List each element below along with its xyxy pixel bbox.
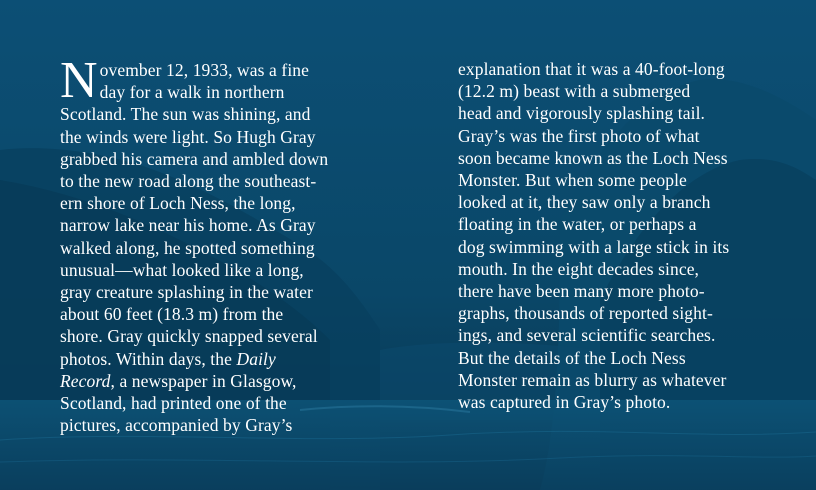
text-line: floating in the water, or perhaps a <box>458 214 697 235</box>
text-line: ings, and several scientific searches. <box>458 325 716 346</box>
text-line: Scotland. The sun was shining, and <box>60 104 311 125</box>
text-line: Monster. But when some people <box>458 170 687 191</box>
text-line: there have been many more photo- <box>458 281 705 302</box>
text-line: about 60 feet (18.3 m) from the <box>60 304 284 325</box>
text-line: graphs, thousands of reported sight- <box>458 303 713 324</box>
text-line: soon became known as the Loch Ness <box>458 147 728 168</box>
text-line: head and vigorously splashing tail. <box>458 103 706 124</box>
text-line: walked along, he spotted something <box>60 237 315 258</box>
newspaper-title-word: Daily <box>236 348 276 369</box>
text-line: was captured in Gray’s photo. <box>458 392 671 413</box>
left-text-column <box>60 52 360 436</box>
text-segment: photos. Within days, the <box>60 348 232 369</box>
text-line: day for a walk in northern <box>99 82 285 103</box>
text-line: Gray’s was the first photo of what <box>458 125 700 146</box>
text-line: shore. Gray quickly snapped several <box>60 326 318 347</box>
text-line: But the details of the Loch Ness <box>458 347 686 368</box>
newspaper-title-word: Record <box>60 370 111 391</box>
drop-cap: N <box>60 52 98 109</box>
text-line: (12.2 m) beast with a submerged <box>458 81 691 102</box>
text-line: ovember 12, 1933, was a fine <box>99 60 309 80</box>
text-line: mouth. In the eight decades since, <box>458 258 700 279</box>
text-line-with-italic <box>60 370 360 392</box>
text-line: Scotland, had printed one of the <box>60 393 287 414</box>
text-line: pictures, accompanied by Gray’s <box>60 415 293 436</box>
text-line: ern shore of Loch Ness, the long, <box>60 193 296 214</box>
text-line: narrow lake near his home. As Gray <box>60 215 316 236</box>
text-line-with-italic <box>60 348 360 370</box>
text-segment: , a newspaper in Glasgow, <box>110 370 297 391</box>
text-line: grabbed his camera and ambled down <box>60 148 329 169</box>
text-line: looked at it, they saw only a branch <box>458 192 711 213</box>
text-line: explanation that it was a 40-foot-long <box>458 59 725 79</box>
right-text-column <box>458 58 758 413</box>
text-line: to the new road along the southeast- <box>60 171 317 192</box>
text-line: Monster remain as blurry as whatever <box>458 369 727 390</box>
text-line: dog swimming with a large stick in its <box>458 236 730 257</box>
text-line: gray creature splashing in the water <box>60 282 313 303</box>
text-line: the winds were light. So Hugh Gray <box>60 126 316 147</box>
text-line: unusual—what looked like a long, <box>60 259 304 280</box>
